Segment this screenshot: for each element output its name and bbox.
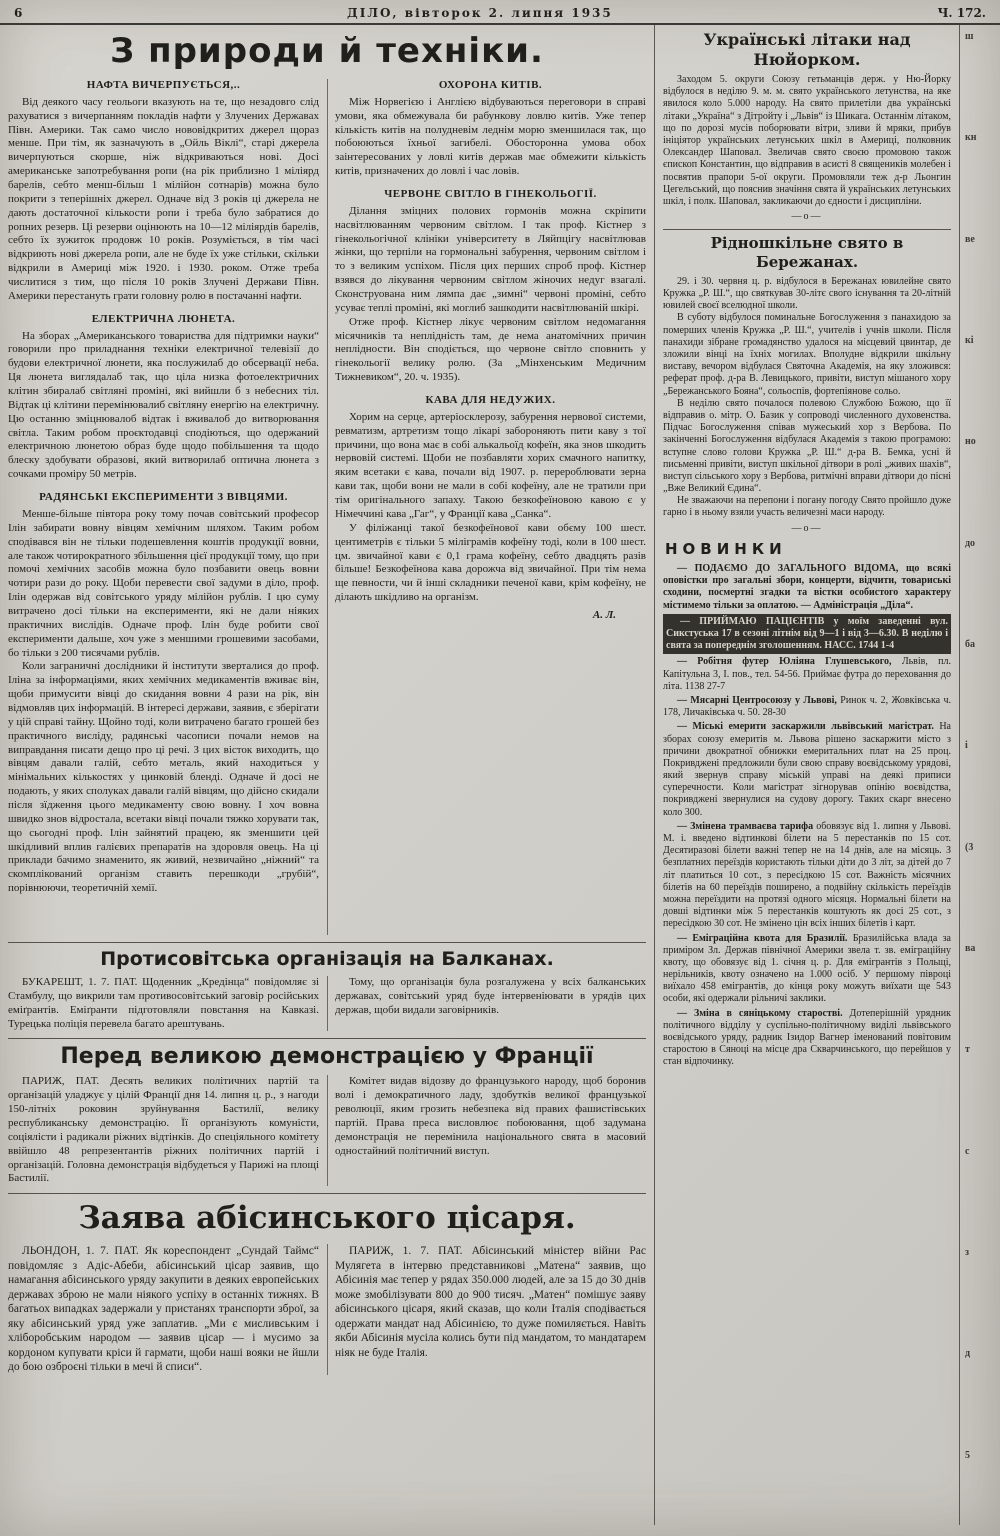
news-item-lead: — Еміграційна квота для Бразилії. bbox=[677, 932, 848, 944]
news-item-text: Львів, пл. Капітульна 3, І. пов., тел. 54-56. Приймає футра до переховання до літа. 1138 27-7 bbox=[663, 656, 952, 692]
news-item-lead: — Зміна в сяніцькому старостві. bbox=[677, 1007, 843, 1019]
paragraph: В неділю свято почалося полевою Службою Божою, що її відправив о. мітр. О. Базик у сопроводі численного духовенства. Підчас Богослуження співав мужеський хор з Вербова. По закінченні Богослуження відбулася Академія з такою програмою: вступне слово голови Кружка „Р. Ш.“ д-ра В. Бемка, усні й письменні привіти, виступ шкільної дітвори в ролі „живих шахів“, виступ сільського хору з Вербова, ритмічні вправи дітвори до пісні „Вже Великий Єдина“. bbox=[663, 397, 951, 495]
paragraph: Менше-більше півтора року тому почав совітський професор Ілін забирати вовну вівцям хемічним шляхом. Таким робом сподівався він не тільки подешевлення коштів продукції вовни, але також чотирократного збільшення цієї продукції тому, що при помочі хемічних засобів можна було позбавити овець вовни чотири рази до року. Щоби перевести свої задуми в діло, проф. Ілін одержав від совітського уряду мілійон рублів. І цю суму витрачено досі тільки на експерименти, які не дали ніяких практичних вислідів. Одначе проф. Ілін буде робити свої експерименти дальше, хоч уже з меншими грошевими засобами, бо тільки з 200 тисячами рублів. bbox=[8, 507, 319, 659]
right-column bbox=[654, 25, 960, 1525]
article-body bbox=[8, 976, 646, 1031]
article-science bbox=[8, 31, 646, 935]
article-headline: Українські літаки над Нюйорком. bbox=[703, 30, 911, 69]
section-heading-oil: НАФТА ВИЧЕРПУЄТЬСЯ,.. bbox=[86, 79, 241, 91]
news-item bbox=[663, 656, 951, 693]
paragraph: Коли заграничні дослідники й інститути зверталися до проф. Іліна за інформаціями, яких хемічних медикаментів вживає він, щоби примусити вівці до скидання вовни 4 рази на рік, він відмовляв цих інформацій. В інтересі держави, заявив, є зберігати у цій справі тайну. Щойно тоді, коли витрачено багато грошей без практичного висліду, радянські часописи почали немов на виправдання писати дещо про ці речі. З цих вісток виходить, що вівцям давали галій, себто металь, який находиться у мінімальних кількостях у цинковій бленді. Одначе й досі не подають, у яких сполуках давали галій вівцям, що дійсно скидали після зїдження цього медикаменту свою вовну. І хоч вовна швидко знов відростала, всетаки вівці почали тяжко хорувати так, що сьогодні проф. Ілін зайнятий працею, як зменшити цей шкідливий вплив галієвих препаратів на здоровля овець. На ці приклади бачимо знаменито, як живий, незвичайно „ніжний“ та скомплікований організм ставить перешкоди „грубій“, порівнюючи, теоретичній хемії. bbox=[8, 660, 319, 895]
section-heading-coffee: КАВА ДЛЯ НЕДУЖИХ. bbox=[425, 394, 556, 407]
news-item-text: обовязує від 1. липня у Львові. М. і. введено відтинкові білети на 5 перестанків по 15 сот. Десятиразові білети важні тепер не на 14 днів, але на місяць. З безплатних переїздів користають тільки діти до 3 літ, за дітей до 7 літ платиться 10 сот., з пересідкою 15 сот. Важність місячних білетів на 60 переїздів поширено, а подвійну скількість переїздів можна переїздити на протязі одного місяця. Нормальні білети на довші відтинки між 5 перестанків коштують як досі 25 сот., з пересідкою 30 сот. Не змінено цін всіх інших білетів і карт. bbox=[663, 820, 951, 930]
article-planes bbox=[663, 30, 951, 208]
edge-fragment: но bbox=[965, 436, 976, 448]
paragraph: Ділання зміцних полових гормонів можна скріпити насвітлюванням червоним світлом. І так проф. Кістнер з гінекольогічної клініки університету в Ляйпцігу насвітлював жінки, що терпіли на гормональні забурення, червоним світлом і то з великим успіхом. Після цих перших спроб проф. Кістнер взявся до лікування червоним світлом жіночих недуг взагалі. Сконструована ним лямпа дає „зимні“ червоні проміні, себто усуває теплі проміні, які моглиб зашкодити насвітлюваній шкірі. bbox=[335, 204, 646, 314]
edge-fragment: кн bbox=[965, 132, 977, 144]
edge-fragment: ва bbox=[965, 943, 976, 955]
edge-fragment: до bbox=[965, 537, 976, 549]
section-heading-sheep: РАДЯНСЬКІ ЕКСПЕРИМЕНТИ З ВІВЦЯМИ. bbox=[39, 491, 288, 504]
article-body bbox=[8, 79, 646, 935]
article-headline: Заява абісинського цісаря. bbox=[78, 1200, 576, 1237]
edge-fragment: с bbox=[965, 1145, 970, 1157]
news-item bbox=[663, 821, 951, 931]
paragraph: 29. і 30. червня ц. р. відбулося в Бережанах ювилейне свято Кружка „Р. Ш.“, що святкував 30-літє свого існування та 20-літній ювилей своєї вселюдної школи. bbox=[663, 275, 951, 312]
paragraph: Не зважаючи на перепони і погану погоду Свято пройшло дуже гарно і в ньому взяли участь величезні маси народу. bbox=[663, 495, 951, 519]
paragraph: БУКАРЕШТ, 1. 7. ПАТ. Щоденник „Кредінца“ повідомляє зі Стамбулу, що викрили там противосовітський заговір російських еміґрантів. Еміґранти підготовляли повстання на Кавказі. Турецька поліція перевела багато арештувань. bbox=[8, 976, 319, 1030]
masthead: ДІЛО, вівторок 2. липня 1935 bbox=[347, 6, 613, 20]
news-item-text: що всякі оповістки про загальні збори, концерти, відчити, товариські сходини, посмертні згадки та вістки особистого характеру містимемо тільки за оплатою. — Адміністрація „Діла“. bbox=[663, 563, 951, 611]
left-area bbox=[8, 25, 654, 1525]
edge-fragment: ве bbox=[965, 233, 975, 245]
news-item-lead: — Мясарні Центросоюзу у Львові, bbox=[677, 694, 837, 706]
news-item-text: у моїм заведенні вул. Сикстуська 17 в сезоні літнім від 9—1 і від 3—6.30. В неділю і свята за попереднім зголошенням. НАСС. 1744 1-4 bbox=[666, 615, 948, 652]
edge-cutoff-column bbox=[960, 25, 1000, 1525]
page-number: 6 bbox=[14, 6, 23, 20]
paragraph: Між Норвегією і Англією відбуваються переговори в справі умови, яка обмежувала би рабункову ловлю китів. Уже тепер кількість китів на полудневім леднім морю зменшилася так, що побоюються їхньої загибелі. Обосторонна умова обох заінтересованих у ловлі китів держав має обмежити кількість китів, призначених до ловлі і час ловів. bbox=[335, 95, 646, 178]
edge-fragment: (3 bbox=[965, 841, 974, 853]
author-signature: А. Л. bbox=[592, 608, 616, 621]
paragraph: Від деякого часу геольоги вказують на те, що незадовго слід рахуватися з вичерпанням покладів нафти у Злучених Державах Півн. Америки. Так само число нововідкритих джерел щораз менше. При тім, як зазначують в „Ойль Віклі“, старі джерела вичерпуються скорше, ніж відкриваються нові. Досі американське запотребування ропи (на рік приблизно 1 міліярд барелів, себто менш-більш 1 мілійон сотнарів) можна було покрити з теперішніх джерел. Одначе від 3 років ці джерела не дають достаточної кількости ропи і треба було забратися до ропних резерв. Ці резерви оцінюють на 10—12 міліярдів барелів, себто їх зужиток продовж 10 років. Розуміється, в тім часі відкриють нові джерела ропи, але не буде їх уже стільки, скільки відкрили в Америці між 1920. і 1930. роком. Отже треба числитися з тим, що після 10 років Злучені Держави Півн. Америки перестануть грати головну ролю в постачанні нафти. bbox=[8, 95, 319, 302]
paragraph: ПАРИЖ, ПАТ. Десять великих політичних партій та організацій уладжує у цілій Франції дня 14. липня ц. р., з нагоди 150-літніх роковин зруйнування Бастилії, велику республиканську демонстрацію. Її організують комуністи, соціялісти і радикали ріжних відтінків. До спеціяльного комітету ввійшло 48 репрезентантів ріжних політичних партій і організацій. Головна демонстрація відбудеться у Парижі на площі Бастилії. bbox=[8, 1075, 319, 1185]
edge-fragment: з bbox=[965, 1247, 970, 1259]
news-item-text: Дотеперішній урядник політичного відділу у суспільно-політичному виділі львівського воєвідського уряду, радник Ізидор Вагнер іменований повітовим старостою в Сяноці на місце дра Скварчинського, що перейшов у стан відпочинку. bbox=[663, 1007, 951, 1068]
edge-fragment: д bbox=[965, 1348, 971, 1360]
edge-fragment: т bbox=[965, 1044, 970, 1056]
paragraph: В суботу відбулося поминальне Богослуження з панахидою за померших членів Кружка „Р. Ш.“, учителів і учнів школи. Після панахиди зібране громадянство удалося на місцевий цвинтар, де зложили вінці на їхніх могилах. Вполудне відкрили шкільну виставу, вечором відбулася Святочна Академія, на яку зложився: реферат проф. д-ра В. Левицького, привіти, виступ мішаного хору „Бережанського Бояна“, сольоспів, фортепіянове сольо. bbox=[663, 312, 951, 397]
paragraph: Отже проф. Кістнер лікує червоним світлом недомагання місячників та неплідність там, де нема анатомічних причин неплідности. Він сподіється, що червоне світло сповнить у гінекольогії велику ролю. (За „Мінхенським Медичним Тижневиком“, 20. ч. 1935). bbox=[335, 315, 646, 384]
news-item-text: Бразилійська влада за приміром Зл. Держав північної Америки звела т. зв. еміграційну квоту, що обовязує від 1. січня ц. р. Для емігрантів з Польщі, нерільників, квоту означено на 1.000 осіб. У першому півроці виїхало 458 емігрантів, до кінця року можуть виїхати ще 543 особи, які одержали рільничі заклики. bbox=[663, 932, 951, 1005]
news-item bbox=[663, 563, 951, 612]
paragraph: Заходом 5. округи Союзу гетьманців держ. у Ню-Йорку відбулося в неділю 9. м. м. свято українського летунства, на яке явилося коло 5.000 народу. На свято прилетіли два українські літаки „Україна“ з Дітройту і „Львів“ із Шикага. Останнім літаком, що по дорозі мусів поборювати вітри, зливи й мряки, прибув ініціятор українських летунських шкіл в Америці, полковник Олександер Шаповал. Звеличав свято своєю промовою також єпископ Константин, що відправив в асисті 8 священиків молебен і посвятив прапори 5-ої округи. Промовляли теж д-р Льонгин Цегельський, що пояснив значіння свята й українських летунських шкіл, і полк. Шаповал, закликаючи до єдности і дисципліни. bbox=[663, 74, 951, 207]
article-balkans bbox=[8, 942, 646, 1031]
horizontal-rule bbox=[663, 229, 951, 230]
section-heading-whales: ОХОРОНА КИТІВ. bbox=[438, 79, 543, 91]
article-headline: Протисовітська організація на Балканах. bbox=[100, 948, 554, 970]
novynky-heading: НОВИНКИ bbox=[665, 539, 787, 558]
edge-fragment: і bbox=[965, 740, 968, 752]
news-item bbox=[663, 1008, 951, 1069]
page-content bbox=[0, 25, 1000, 1525]
article-headline: Перед великою демонстрацією у Франції bbox=[60, 1044, 594, 1070]
news-item bbox=[663, 614, 951, 655]
news-item-lead: — ПОДАЄМО ДО ЗАГАЛЬНОГО ВІДОМА, bbox=[677, 563, 899, 575]
article-berezhany bbox=[663, 234, 951, 519]
paragraph: ЛЬОНДОН, 1. 7. ПАТ. Як кореспондент „Сундай Таймс“ повідомляє з Адіс-Абеби, абісинський цісар заявив, що намагання абісинського уряду закупити в деяких европейських державах зброю не мали ніякого успіху в останніх тижнях. В багатьох випадках задержали у пристанях транспорти зброї, за яку абісинський уряд уже заплатив. „Ми є мисливським і хліборобським народом — заявив цісар — і мусимо за кордоном купувати кріси й гармати, щоби наші вояки не йшли до бою озброєні тільки в мечі й списи“. bbox=[8, 1245, 319, 1374]
news-item-lead: — Робітня футер Юліяна Глушевського, bbox=[677, 656, 892, 668]
news-item-text: Ринок ч. 2, Жовківська ч. 178, Личаківська ч. 50. 28-30 bbox=[663, 694, 951, 719]
issue-number: Ч. 172. bbox=[937, 6, 986, 20]
edge-fragments bbox=[965, 31, 998, 1461]
paragraph: Комітет видав відозву до французького народу, щоб боронив волі і демократичного ладу, здобутків великої французької революції, яким грозить небезпека від правих фашистівських партій. Права преса висловлює побоювання, щоб задумана демонстрація не перемінила національного свята в масовий одностайний політичний виступ. bbox=[335, 1075, 646, 1157]
article-abyssinia bbox=[8, 1193, 646, 1374]
paragraph: Хорим на серце, артеріосклерозу, забурення нервової системи, ревматизм, артретизм тощо лікарі забороняють пити каву з тої причини, що вона має в собі алькальоїд кофеїн, яка знов шкодить нервовій системі. Щоби не позбавляти хорих смачного напитку, яким всетаки є кава, почали від 1907. р. перероблювати зерна кави так, щоби вони не мали в собі кофеїну, але не тратили при тім оригінального запаху. Такою безкофеїновою кавою є у Німеччині кава „Гаг“, у Франції кава „Санка“. bbox=[335, 410, 646, 520]
edge-fragment: ш bbox=[965, 31, 974, 42]
news-item bbox=[663, 721, 951, 819]
edge-fragment: кі bbox=[965, 335, 974, 347]
section-novynky bbox=[663, 540, 951, 1069]
page-header bbox=[0, 0, 1000, 25]
article-headline: Рідношкільне свято в Бережанах. bbox=[710, 234, 904, 271]
article-body bbox=[8, 1075, 646, 1186]
section-heading-redlight: ЧЕРВОНЕ СВІТЛО В ГІНЕКОЛЬОГІЇ. bbox=[384, 188, 597, 201]
edge-fragment: ба bbox=[965, 639, 975, 651]
news-item-lead: — Змінена трамваєва тарифа bbox=[677, 820, 814, 832]
news-item-lead: — Міські емерити заскаржили львівський магістрат. bbox=[677, 721, 934, 733]
paragraph: На зборах „Американського товариства для підтримки науки“ говорили про приладнання техніки електричної телевізії до будови електричної люнети, яка послужилаб до обсервації неба. Ця люнета виглядалаб так, що ціла низка фотоелектричних клітин збиралаб світляні проміні, які вийшли б з небесних тіл. Відтак ці клітини перемінювалиб світляну енергію на електричну. Цю останню зміцнювалоб відтак і вживалоб до витворювання світла. Таким робом проєктодавці сподіються, що одержаний електричною люнетою образ буде щодо побільшення та щодо блеску здобувати образові, який витворилаб оптична люнета з сочками проміру 50 метрів. bbox=[8, 329, 319, 481]
news-item bbox=[663, 695, 951, 719]
section-divider: —о— bbox=[791, 522, 823, 534]
paragraph: Тому, що організація була розгалужена у всіх балканських державах, совітський уряд буде інтервеніювати в урядів цих держав, щоби видали заговірників. bbox=[335, 976, 646, 1016]
news-item bbox=[663, 933, 951, 1006]
paragraph: У філіжанці такої безкофеїнової кави обєму 100 шест. центиметрів є тільки 5 міліграмів кофеїну тоді, коли в 100 шест. цм. звичайної кави є 0,1 грама кофеїну, себто двадцять разів більше! Безкофеїнова кава дорожча від звичайної. При тім нема ще певности, чи й інші складники печеної кави, крім кофеїну, не ділають шкідливо на організм. bbox=[335, 521, 646, 604]
article-france bbox=[8, 1038, 646, 1186]
paragraph: ПАРИЖ, 1. 7. ПАТ. Абісинський міністер війни Рас Мулягета в інтервю представникові „Матена“ заявив, що Абісинія має тепер у рядах 350.000 людей, але за 15 до 30 днів може змобілізувати 800 до 900 тисяч. „Матен“ помішує заяву абісинського цісаря, який сказав, що коли Італія сподівається одержати мандат над Абісинією, то дуже помиляється. Навіть якби Абісинія мусіла колись бути під мандатом, то мандатарем ніяк не буде Італія. bbox=[335, 1245, 646, 1359]
news-item-lead: — ПРИЙМАЮ ПАЦІЄНТІВ bbox=[680, 615, 825, 627]
article-headline: З природи й техніки. bbox=[110, 31, 544, 71]
news-item-text: На зборах союзу емеритів м. Львова рішено заскаржити місто з причини двократної обнижки емеритальних плат на 25 проц. Покривджені предложили були свою справу воєвідському урядові, який звернув справу міській управі на деякі приписи суперечности. Коли магістрат зігнорував опінію воєвідства, покривджені звернулися на судову дорогу. Таких скарг внесено коло 300. bbox=[663, 721, 951, 818]
article-body bbox=[8, 1244, 646, 1374]
section-divider: —о— bbox=[791, 211, 823, 223]
edge-fragment: 5 bbox=[965, 1449, 970, 1461]
section-heading-telescope: ЕЛЕКТРИЧНА ЛЮНЕТА. bbox=[91, 312, 236, 325]
